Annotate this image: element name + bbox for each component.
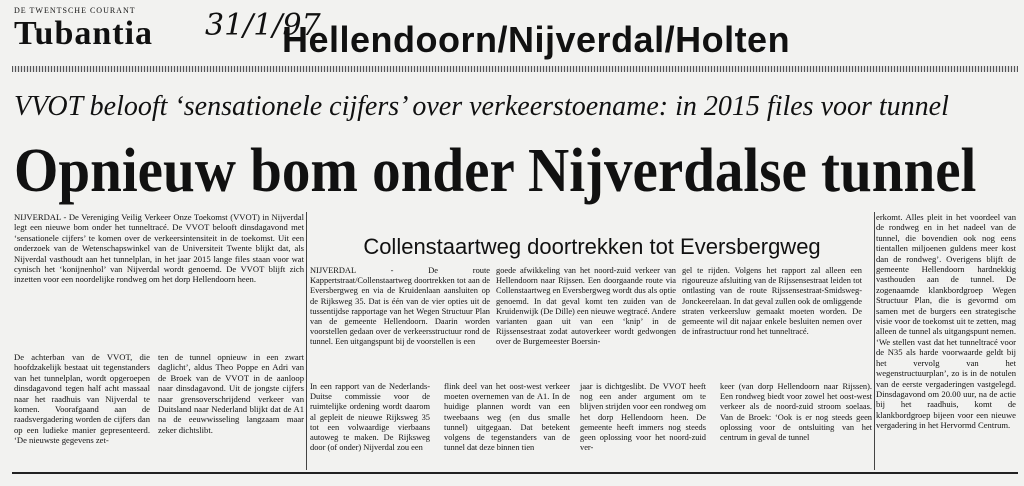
handwritten-date: 31/1/97: [205, 8, 321, 43]
bottom-rule: [12, 472, 1018, 474]
lead-paragraph: NIJVERDAL - De Vereniging Veilig Verkeer Onze Toekomst (VVOT) in Nijverdal legt een nieuwe bom onder het tunneltracé. De VVOT belooft dinsdagavond met ‘sensationele cijfers’ te komen over de verkeersintensiteit in de toekomst. Uit een onderzoek van de Wetenschapswinkel van de Universiteit Twente blijkt dat, als Nijverdal vasthoudt aan het tunnelplan, in het jaar 2015 lange files staan voor wat cynisch het ‘konijnenhol’ van Nijverdal wordt genoemd. De VVOT blijft zich inzetten voor een noordelijke rondweg om het dorp Hellendoorn heen.: [14, 212, 304, 285]
column-divider: [306, 212, 307, 470]
inset-column-3: [682, 266, 862, 337]
publication-name: Tubantia: [14, 15, 154, 52]
body-paragraph: ten de tunnel opnieuw in een zwart daglicht’, aldus Theo Poppe en Adri van de Broek van de VVOT in de aanloop naar dinsdagavond. Uit de jongste cijfers naar grensoverschrijdend verkeer van Duitsland naar Nederland blijkt dat de A1 na de eeuwwisseling langzaam maar zeker dichtslibt.: [158, 352, 304, 435]
masthead: [0, 0, 1024, 72]
body-paragraph: erkomt. Alles pleit in het voordeel van de rondweg en in het nadeel van de tunnel, die bovendien ook nog eens tientallen miljoenen guldens meer kost dan de rondweg’. Overigens blijft de gemeente Hellendoorn hardnekkig vasthouden aan de tunnel. De zogenaamde klankbordgroep Wegen Structuur Plan, die is gevormd om samen met de burgers een strategische visie voor de toekomst uit te zetten, mag alleen de tunnel als uitgangspunt nemen. ‘We stellen vast dat het tunneltracé voor de N35 als harde voorwaarde geldt bij het vervolg van het wegenstructuurplan’, zo is in de notulen van de eerste vergaderingen vastgelegd. Dinsdagavond om 20.00 uur, na de actie bij het raadhuis, komt de klankbordgroep bijeen voor een nieuwe vergadering in het Hervormd Centrum.: [876, 212, 1016, 431]
body-paragraph: jaar is dichtgeslibt. De VVOT heeft nog een ander argument om te blijven strijden voor een rondweg om het dorp Hellendoorn heen. De gemeente heeft immers nog steeds geen oplossing voor het noord-zuid ver-: [580, 382, 706, 453]
body-column-1: [14, 352, 150, 450]
body-paragraph: flink deel van het oost-west verkeer moeten overnemen van de A1. In de huidige plannen wordt van een tweebaans weg (en dus smalle tunnel) uitgegaan. Dat betekent volgens de tegenstanders van de tunnel dat deze binnen tien: [444, 382, 570, 453]
inset-paragraph: gel te rijden. Volgens het rapport zal alleen een rigoureuze afsluiting van de Rijssensestraat leiden tot ontlasting van de route Rijssensestraat-Smidsweg-Jonckeerelaan. In dat geval zullen ook de omliggende straten verkeersluw gemaakt moeten worden. De gemeente wil dit najaar enkele besluiten nemen over de infrastructuur rond het tunneltracé.: [682, 266, 862, 337]
inset-column-2: [496, 266, 676, 348]
body-column-3: [310, 382, 430, 453]
inset-column-1: [310, 266, 490, 348]
body-paragraph: keer (van dorp Hellendoorn naar Rijssen). Een rondweg biedt voor zowel het oost-west verkeer als de noord-zuid stroom soelaas. Van de Broek: ‘Ook is er nog steeds geen oplossing voor de ontsluiting van het centrum in geval de tunnel: [720, 382, 872, 443]
body-column-6: [720, 382, 872, 443]
kicker: VVOT belooft ‘sensationele cijfers’ over verkeerstoename: in 2015 files voor tunnel: [14, 91, 949, 122]
body-column-4: [444, 382, 570, 453]
inset-title: Collenstaartweg doortrekken tot Eversbergweg: [363, 234, 821, 259]
inset-article: [308, 226, 874, 466]
inset-paragraph: NIJVERDAL - De route Kappertstraat/Collenstaartweg doortrekken tot aan de Eversbergweg en via de Kruidenlaan aansluiten op de Rijksweg 35. Dat is één van de vier opties uit de tussentijdse rapportage van het Wegen Structuur Plan van de gemeente Hellendoorn. Daarin worden voorstellen gedaan over de verkeersstructuur rond de tunnel. Een uitgangspunt bij de voorstellen is een: [310, 266, 490, 347]
column-divider: [874, 212, 875, 470]
publication-subtitle: DE TWENTSCHE COURANT: [14, 6, 136, 15]
body-column-5: [580, 382, 706, 453]
masthead-rule: [12, 66, 1018, 72]
headline: Opnieuw bom onder Nijverdalse tunnel: [14, 137, 977, 205]
lead-column: [14, 212, 304, 289]
body-column-2: [158, 352, 304, 439]
body-paragraph: De achterban van de VVOT, die hoofdzakelijk bestaat uit tegenstanders van het tunnelplan, wordt opgeroepen dinsdagavond tegen half acht massaal naar het raadhuis van Nijverdal te komen. Voorafgaand aan de raadsvergadering worden de cijfers dan op een ludieke manier gepresenteerd. ‘De nieuwste gegevens zet-: [14, 352, 150, 446]
section-title: Hellendoorn/Nijverdal/Holten: [282, 19, 791, 60]
right-column: [876, 212, 1016, 435]
body-paragraph: In een rapport van de Nederlands-Duitse commissie voor de ruimtelijke ordening wordt daarom al gepleit de nieuwe Rijksweg 35 tot een volwaardige vierbaans autoweg te maken. De Rijksweg door (of onder) Nijverdal zou een: [310, 382, 430, 453]
inset-paragraph: goede afwikkeling van het noord-zuid verkeer van Hellendoorn naar Rijssen. Een doorgaande route via Collenstaartweg en Eversbergweg wordt dus als optie genoemd. In dat geval komt ten zuiden van de Kruidenwijk (De Dille) een nieuwe wegtracé. Andere varianten gaan uit van een ‘knip’ in de Rijssensestraat zodat autoverkeer wordt gedwongen over de Burgemeester Boersin-: [496, 266, 676, 347]
